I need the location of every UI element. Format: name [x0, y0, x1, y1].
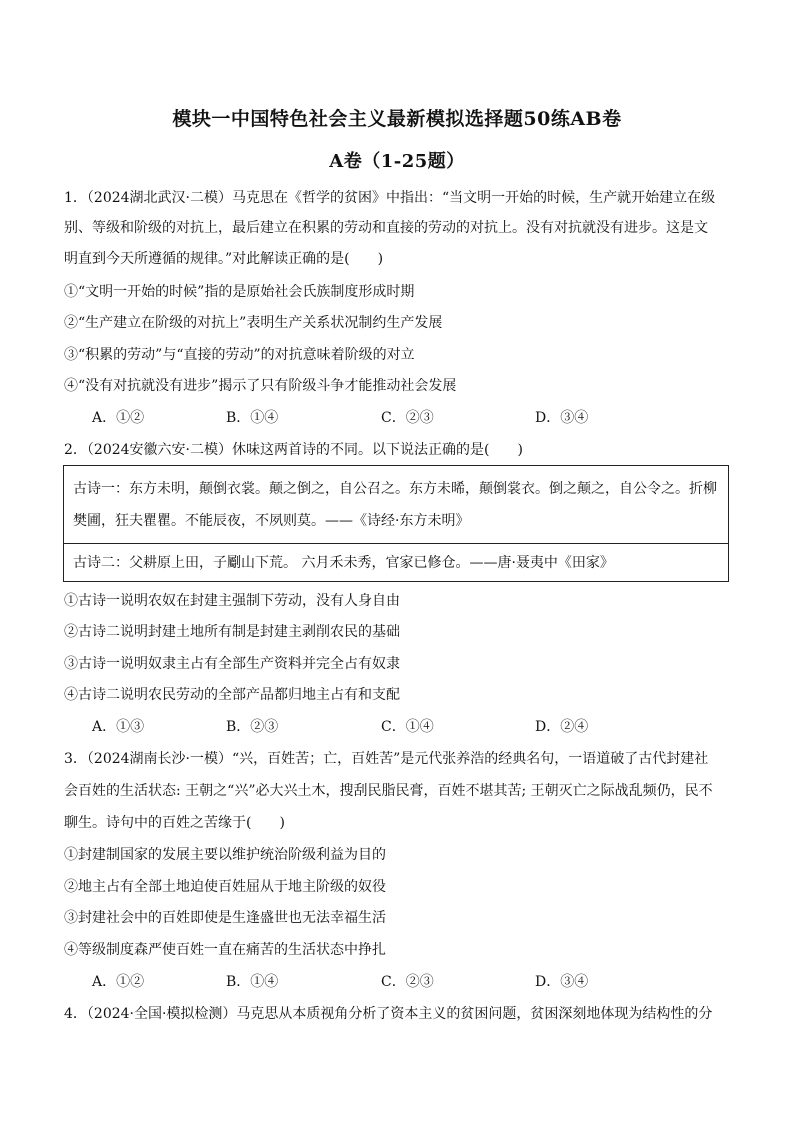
- q2-stem-line-1: 2．（2024安徽六安·二模）休味这两首诗的不同。以下说法正确的是( ): [64, 442, 523, 458]
- poem-1-line-2: 樊圃，狂夫瞿瞿。不能辰夜，不夙则莫。——《诗经·东方未明》: [73, 513, 470, 529]
- q3-stem-line-2: 会百姓的生活状态: 王朝之“兴”必大兴土木，搜刮民脂民膏，百姓不堪其苦; 王朝灭亡之际战乱频仍，民不: [64, 783, 713, 799]
- q3-option-a: A．①②: [92, 974, 145, 990]
- q1-option-c: C．②③: [381, 410, 434, 426]
- q2-option-a: A．①③: [92, 719, 145, 735]
- q3-statement-4: ④等级制度森严使百姓一直在痛苦的生活状态中挣扎: [64, 942, 386, 958]
- q1-option-a: A．①②: [92, 410, 145, 426]
- q1-stem-line-2: 别、等级和阶级的对抗上，最后建立在积累的劳动和直接的劳动的对抗上。没有对抗就没有进步。这是文: [64, 220, 708, 236]
- q4-stem-line-1: 4．（2024·全国·模拟检测）马克思从本质视角分析了资本主义的贫困问题，贫困深刻地体现为结构性的分: [64, 1006, 713, 1022]
- q3-stem-line-3: 聊生。诗句中的百姓之苦缘于( ): [64, 815, 285, 831]
- poem-box-divider: [64, 543, 728, 544]
- poem-2-line: 古诗二：父耕原上田，子劚山下荒。 六月禾未秀，官家已修仓。——唐·聂夷中《田家》: [73, 555, 614, 571]
- poem-1-line-1: 古诗一：东方未明，颠倒衣裳。颠之倒之，自公召之。东方未晞，颠倒裳衣。倒之颠之，自公令之。折柳: [73, 481, 717, 497]
- q3-statement-1: ①封建制国家的发展主要以维护统治阶级利益为目的: [64, 847, 386, 863]
- poem-box: [63, 465, 729, 582]
- q2-option-c: C．①④: [381, 719, 434, 735]
- q1-statement-3: ③“积累的劳动”与“直接的劳动”的对抗意味着阶级的对立: [64, 347, 415, 363]
- q2-statement-1: ①古诗一说明农奴在封建主强制下劳动，没有人身自由: [64, 593, 400, 609]
- q2-statement-3: ③古诗一说明奴隶主占有全部生产资料并完全占有奴隶: [64, 656, 400, 672]
- q1-option-b: B．①④: [226, 410, 279, 426]
- q1-stem-line-1: 1．（2024湖北武汉·二模）马克思在《哲学的贫困》中指出：“当文明一开始的时候，生产就开始建立在级: [64, 190, 716, 206]
- section-subtitle: A卷（1-25题）: [329, 151, 465, 172]
- q2-option-d: D．②④: [535, 719, 589, 735]
- q1-statement-1: ①“文明一开始的时候”指的是原始社会氏族制度形成时期: [64, 284, 415, 300]
- q3-statement-3: ③封建社会中的百姓即使是生逢盛世也无法幸福生活: [64, 910, 386, 926]
- q1-option-d: D．③④: [535, 410, 589, 426]
- q1-stem-line-3: 明直到今天所遵循的规律。”对此解读正确的是( ): [64, 251, 384, 267]
- q3-statement-2: ②地主占有全部土地迫使百姓屈从于地主阶级的奴役: [64, 879, 386, 895]
- q2-option-b: B．②③: [226, 719, 279, 735]
- q3-option-c: C．②③: [381, 974, 434, 990]
- document-title: 模块一中国特色社会主义最新模拟选择题50练AB卷: [172, 108, 622, 130]
- q2-statement-4: ④古诗二说明农民劳动的全部产品都归地主占有和支配: [64, 687, 400, 703]
- q3-option-d: D．③④: [535, 974, 589, 990]
- q1-statement-4: ④“没有对抗就没有进步”揭示了只有阶级斗争才能推动社会发展: [64, 378, 457, 394]
- q3-stem-line-1: 3．（2024湖南长沙·一模）“兴，百姓苦；亡，百姓苦”是元代张养浩的经典名句，一语道破了古代封建社: [64, 751, 709, 767]
- q1-statement-2: ②“生产建立在阶级的对抗上”表明生产关系状况制约生产发展: [64, 315, 443, 331]
- q3-option-b: B．①④: [226, 974, 279, 990]
- q2-statement-2: ②古诗二说明封建土地所有制是封建主剥削农民的基础: [64, 624, 400, 640]
